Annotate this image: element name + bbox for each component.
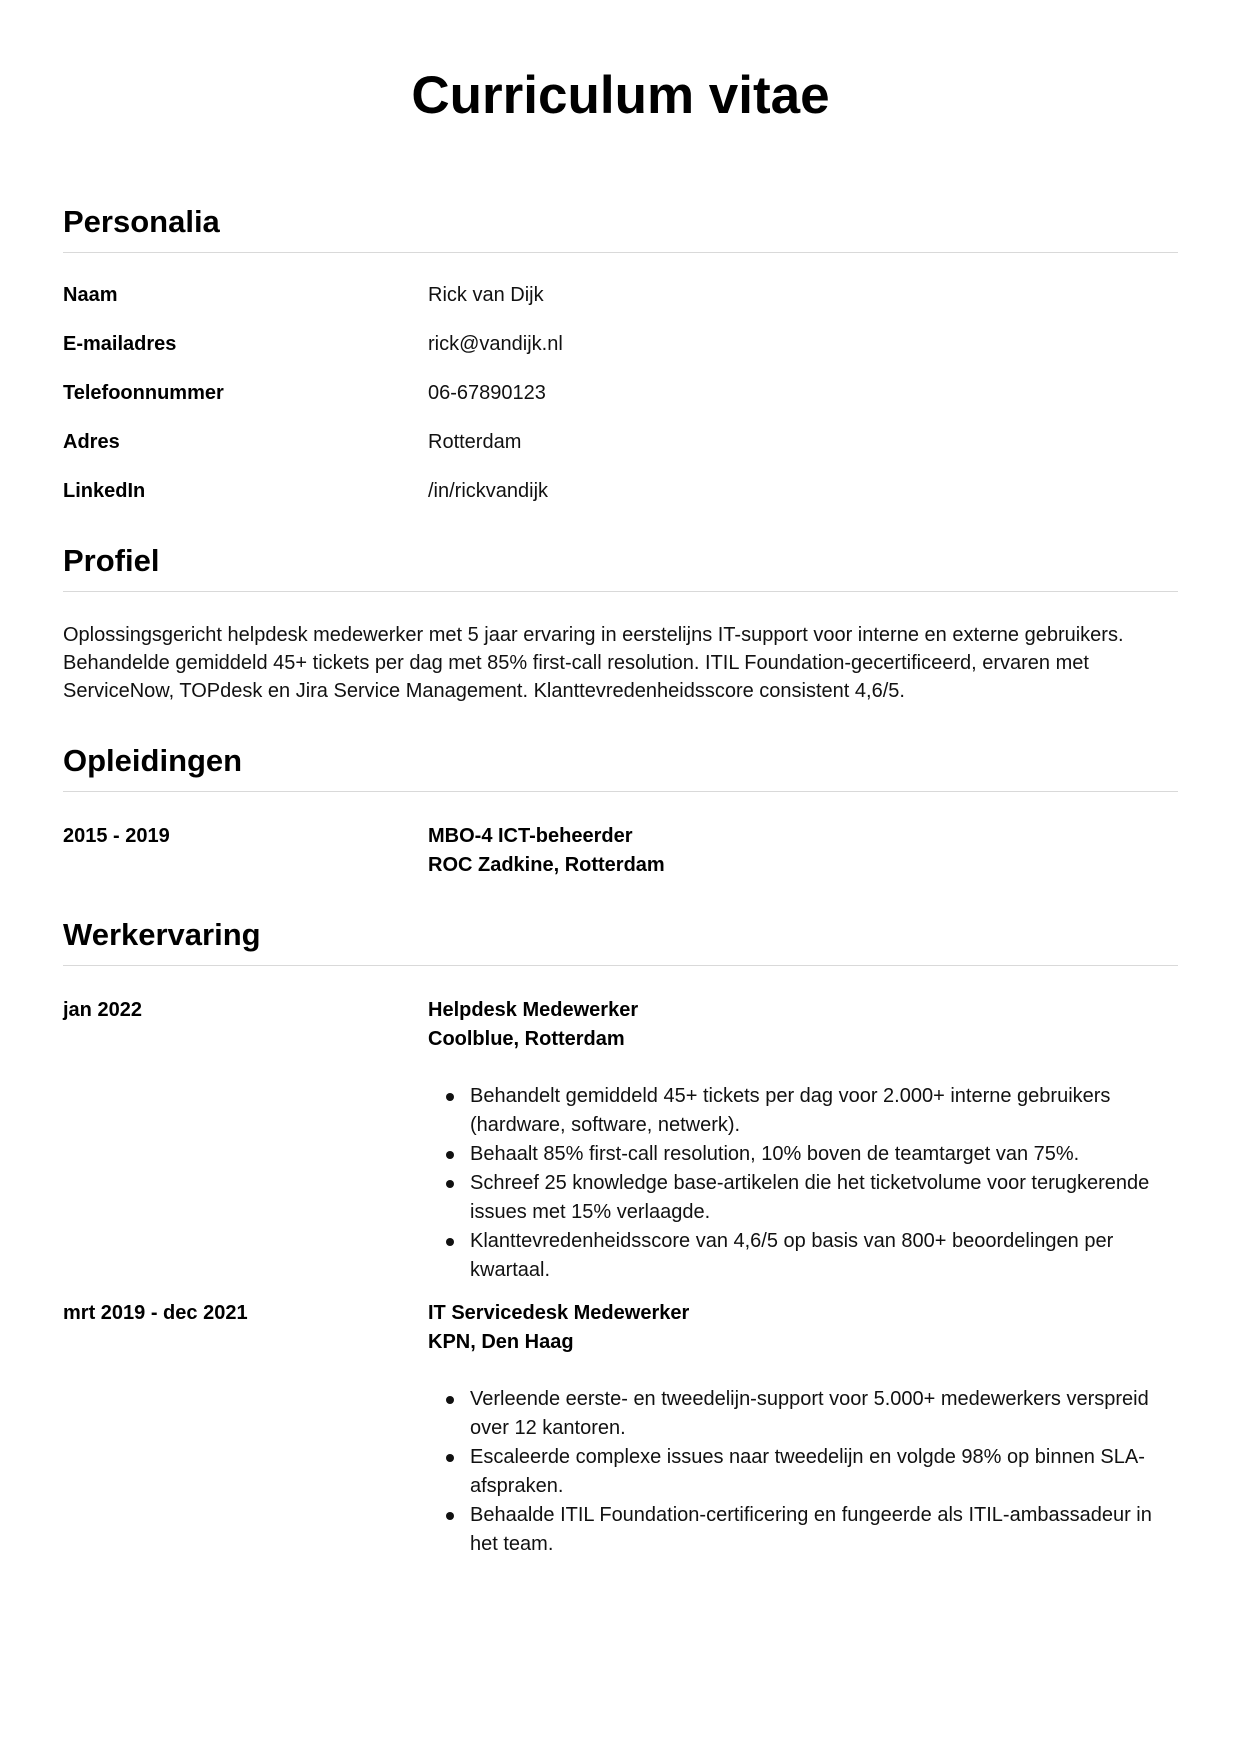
bullet-item: Behandelt gemiddeld 45+ tickets per dag voor 2.000+ interne gebruikers (hardware, software, netwerk).	[470, 1082, 1178, 1140]
personalia-list	[63, 253, 1178, 506]
entry-period: jan 2022	[63, 999, 142, 1021]
personalia-row-linkedin	[63, 477, 1178, 506]
entry-details	[428, 822, 1178, 880]
bullet-item: Verleende eerste- en tweedelijn-support voor 5.000+ medewerkers verspreid over 12 kantoren.	[470, 1385, 1178, 1443]
section-profiel	[63, 543, 1178, 705]
section-werkervaring	[63, 917, 1178, 1559]
profile-summary: Oplossingsgericht helpdesk medewerker met 5 jaar ervaring in eerstelijns IT-support voor interne en externe gebruikers. Behandelde gemiddeld 45+ tickets per dag met 85% first-call resolution. ITIL Foundation-gecertificeerd, ervaren met ServiceNow, TOPdesk en Jira Service Management. Klanttevredenheidsscore consistent 4,6/5.	[63, 624, 1124, 702]
field-value: Rotterdam	[428, 431, 522, 453]
field-label: LinkedIn	[63, 480, 146, 502]
section-opleidingen	[63, 743, 1178, 880]
entry-bullet-list	[428, 1082, 1178, 1285]
education-entry	[63, 822, 1178, 880]
section-heading-profiel: Profiel	[63, 543, 1178, 592]
entry-details	[428, 1299, 1178, 1559]
entry-organisation: ROC Zadkine, Rotterdam	[428, 854, 665, 876]
experience-list	[63, 966, 1178, 1559]
personalia-row-naam	[63, 281, 1178, 310]
field-label: Telefoonnummer	[63, 382, 224, 404]
entry-organisation: Coolblue, Rotterdam	[428, 1028, 625, 1050]
document-title: Curriculum vitae	[411, 66, 830, 125]
field-label: E-mailadres	[63, 333, 177, 355]
experience-entry	[63, 996, 1178, 1285]
field-value: Rick van Dijk	[428, 284, 544, 306]
section-heading-opleidingen: Opleidingen	[63, 743, 1178, 792]
personalia-row-adres	[63, 428, 1178, 457]
bullet-item: Schreef 25 knowledge base-artikelen die het ticketvolume voor terugkerende issues met 15% verlaagde.	[470, 1169, 1178, 1227]
entry-title: Helpdesk Medewerker	[428, 999, 639, 1021]
personalia-row-email	[63, 330, 1178, 359]
field-value: 06-67890123	[428, 382, 546, 404]
entry-period: mrt 2019 - dec 2021	[63, 1302, 248, 1324]
bullet-item: Klanttevredenheidsscore van 4,6/5 op basis van 800+ beoordelingen per kwartaal.	[470, 1227, 1178, 1285]
bullet-item: Escaleerde complexe issues naar tweedelijn en volgde 98% op binnen SLA-afspraken.	[470, 1443, 1178, 1501]
entry-organisation: KPN, Den Haag	[428, 1331, 574, 1353]
experience-entry	[63, 1299, 1178, 1559]
entry-title: MBO-4 ICT-beheerder	[428, 825, 633, 847]
field-value: /in/rickvandijk	[428, 480, 549, 502]
entry-bullet-list	[428, 1385, 1178, 1559]
section-personalia	[63, 204, 1178, 506]
field-label: Naam	[63, 284, 118, 306]
entry-period: 2015 - 2019	[63, 825, 170, 847]
bullet-item: Behaalde ITIL Foundation-certificering en fungeerde als ITIL-ambassadeur in het team.	[470, 1501, 1178, 1559]
education-list	[63, 792, 1178, 880]
field-label: Adres	[63, 431, 120, 453]
section-heading-werkervaring: Werkervaring	[63, 917, 1178, 966]
entry-details	[428, 996, 1178, 1285]
section-heading-personalia: Personalia	[63, 204, 1178, 253]
personalia-row-telefoon	[63, 379, 1178, 408]
field-value: rick@vandijk.nl	[428, 333, 563, 355]
bullet-item: Behaalt 85% first-call resolution, 10% boven de teamtarget van 75%.	[470, 1140, 1178, 1169]
entry-title: IT Servicedesk Medewerker	[428, 1302, 690, 1324]
